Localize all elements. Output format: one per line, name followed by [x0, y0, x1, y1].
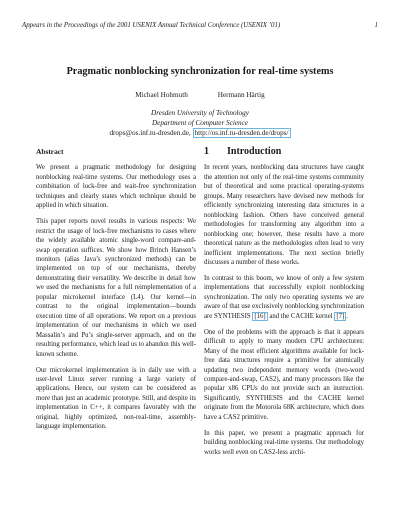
author-name: Michael Hohmuth: [135, 91, 188, 99]
affiliation-university: Dresden University of Technology: [151, 109, 249, 117]
paper-title: Pragmatic nonblocking synchronization for real-time systems: [66, 66, 334, 77]
intro-text: and the CACHE kernel: [269, 312, 333, 320]
left-column: [36, 147, 196, 438]
section-heading: [204, 147, 364, 156]
author-list: [0, 91, 400, 99]
running-title: Appears in the Proceedings of the 2001 USENIX Annual Technical Conference (USENIX ’01): [22, 22, 281, 29]
affiliation-department: Department of Computer Science: [151, 119, 248, 127]
abstract-heading: Abstract: [36, 147, 64, 156]
abstract-paragraph: Our microkernel implementation is in daily use with a user-level Linux server running a large variety of applications. Hence, our system can be considered as more than just an academic prototype. Still, and despite its implementation in C++, it compares favorably with the original, highly optimized, non-real-time, assembly-language implementation.: [36, 366, 196, 431]
abstract-paragraph: We present a pragmatic methodology for designing nonblocking real-time systems. Our methodology uses a combination of lock-free and wait-free synchronization techniques and clearly states which technique should be applied in which situation.: [36, 164, 196, 210]
citation-link[interactable]: [7]: [336, 312, 345, 320]
intro-paragraph: [204, 274, 364, 321]
section-number: 1: [204, 146, 209, 157]
citation-link[interactable]: [16]: [254, 312, 266, 320]
section-title: Introduction: [227, 146, 282, 157]
page-number: 1: [374, 22, 378, 29]
affiliation: [0, 108, 400, 128]
abstract-paragraph: This paper reports novel results in various respects: We restrict the usage of lock-free mechanisms to cases where the widely available atomic single-word compare-and-swap operation suffices. We show how Brinch Hansen’s monitors (alias Java’s synchronized methods) can be implemented on top of our mechanisms, thereby demonstrating their versatility. We describe in detail how we used the mechanisms for a full reimplementation of a popular microkernel interface (L4). Our kernel—in contrast to the original implementation—bounds execution time of all operations. We report on a previous implementation of our mechanisms in which we used Massalin’s and Pu’s single-server approach, and on the resulting performance, which lead us to abandon this well-known scheme.: [36, 218, 196, 358]
right-column: [204, 147, 364, 464]
intro-paragraph: One of the problems with the approach is that it appears difficult to apply to many modern CPU architectures: Many of the most efficient algorithms available for lock-free data structures require a primitive for atomically updating two independent memory words (two-word compare-and-swap, CAS2), and many processors like the popular x86 CPUs do not provide such an instruction. Significantly, SYNTHESIS and the CACHE kernel originate from the Motorola 68K architecture, which does have a CAS2 primitive.: [204, 328, 364, 421]
intro-paragraph: In this paper, we present a pragmatic approach for building nonblocking real-time systems. Our methodology works well even on CAS2-less archi-: [204, 429, 364, 456]
title-block: [0, 66, 400, 138]
intro-text: .: [346, 312, 348, 320]
running-header: [22, 22, 378, 29]
contact-email: drops@os.inf.tu-dresden.de,: [109, 129, 191, 137]
contact-line: [0, 128, 400, 138]
intro-text: In contrast to this boom, we know of only a few system implementations that successfully exploit nonblocking synchronization. The only two operating systems we are aware of that use exclusively nonblocking synchronization are SYNTHESIS: [204, 274, 364, 320]
contact-url-link[interactable]: http://os.inf.tu-dresden.de/drops/: [194, 129, 289, 137]
author-name: Hermann Härtig: [217, 91, 265, 99]
intro-paragraph: In recent years, nonblocking data structures have caught the attention not only of the real-time systems community but of theoretical and some practical operating-systems groups. Many researchers have devised new methods for efficiently synchronizing interesting data structures in a nonblocking fashion. Others have conceived general methodologies for transforming any algorithm into a nonblocking one; however, these results have a more theoretical nature as the methodologies often lead to very inefficient implementations. The next section briefly discusses a number of these works.: [204, 164, 364, 266]
